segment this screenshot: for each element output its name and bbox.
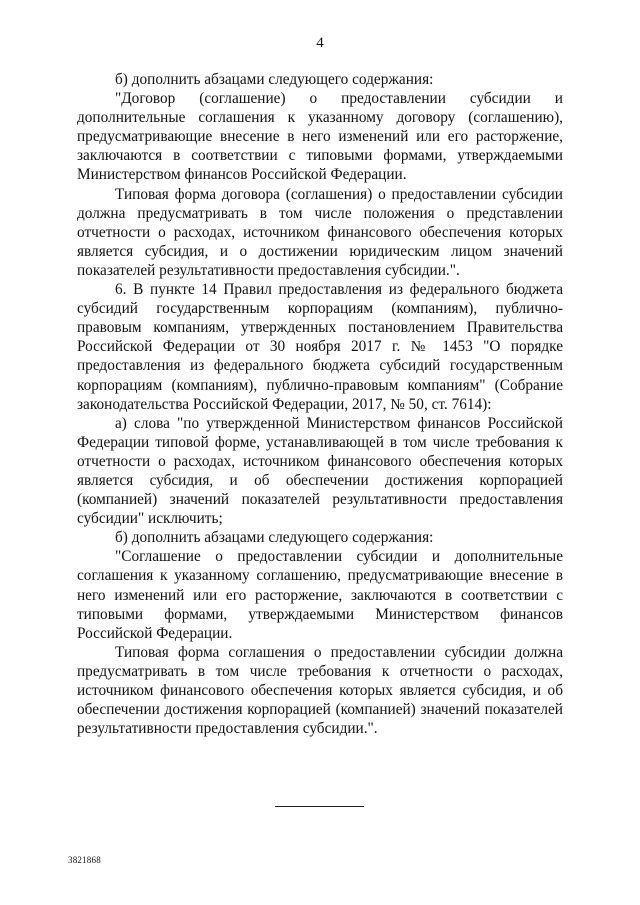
paragraph: "Соглашение о предоставлении субсидии и дополнительные соглашения к указанному соглашению, предусматривающие внесение в него изменений или его расторжение, заключаются в соответствии с типовыми формами, утверждаемыми Министерством финансов Российской Федерации. [77,548,563,642]
paragraph: "Договор (соглашение) о предоставлении субсидии и дополнительные соглашения к указанному договору (соглашению), предусматривающие внесение в него изменений или его расторжение, заключаются в соответствии с типовыми формами, утверждаемыми Министерством финансов Российской Федерации. [77,90,563,184]
paragraph: 6. В пункте 14 Правил предоставления из федерального бюджета субсидий государственным корпорациям (компаниям), публично-правовым компаниям, утвержденных постановлением Правительства Российской Федерации от 30 ноября 2017 г. № 1453 "О порядке предоставления из федерального бюджета субсидий государственным корпорациям (компаниям), публично-правовым компаниям" (Собрание законодательства Российской Федерации, 2017, № 50, ст. 7614): [77,281,563,413]
document-code: 3821868 [68,855,101,865]
paragraph: Типовая форма соглашения о предоставлении субсидии должна предусматривать в том числе требования к отчетности о расходах, источником финансового обеспечения которых является субсидия, и об обеспечении достижения корпорацией (компанией) значений показателей результативности предоставления субсидии.". [77,643,563,738]
document-body [77,70,563,738]
page-number: 4 [316,35,324,51]
paragraph: а) слова "по утвержденной Министерством финансов Российской Федерации типовой форме, устанавливающей в том числе требования к отчетности о расходах, источником финансового обеспечения которых является субсидия, и об обеспечении достижения корпорацией (компанией) значений показателей результативности предоставления субсидии" исключить; [77,414,563,528]
end-separator-line [275,806,364,807]
paragraph: б) дополнить абзацами следующего содержания: [115,529,434,547]
paragraph: б) дополнить абзацами следующего содержания: [115,71,434,88]
paragraph: Типовая форма договора (соглашения) о предоставлении субсидии должна предусматривать в том числе положения о представлении отчетности о расходах, источником финансового обеспечения которых является субсидия, и о достижении юридическим лицом значений показателей результативности предоставления субсидии.". [77,185,563,279]
